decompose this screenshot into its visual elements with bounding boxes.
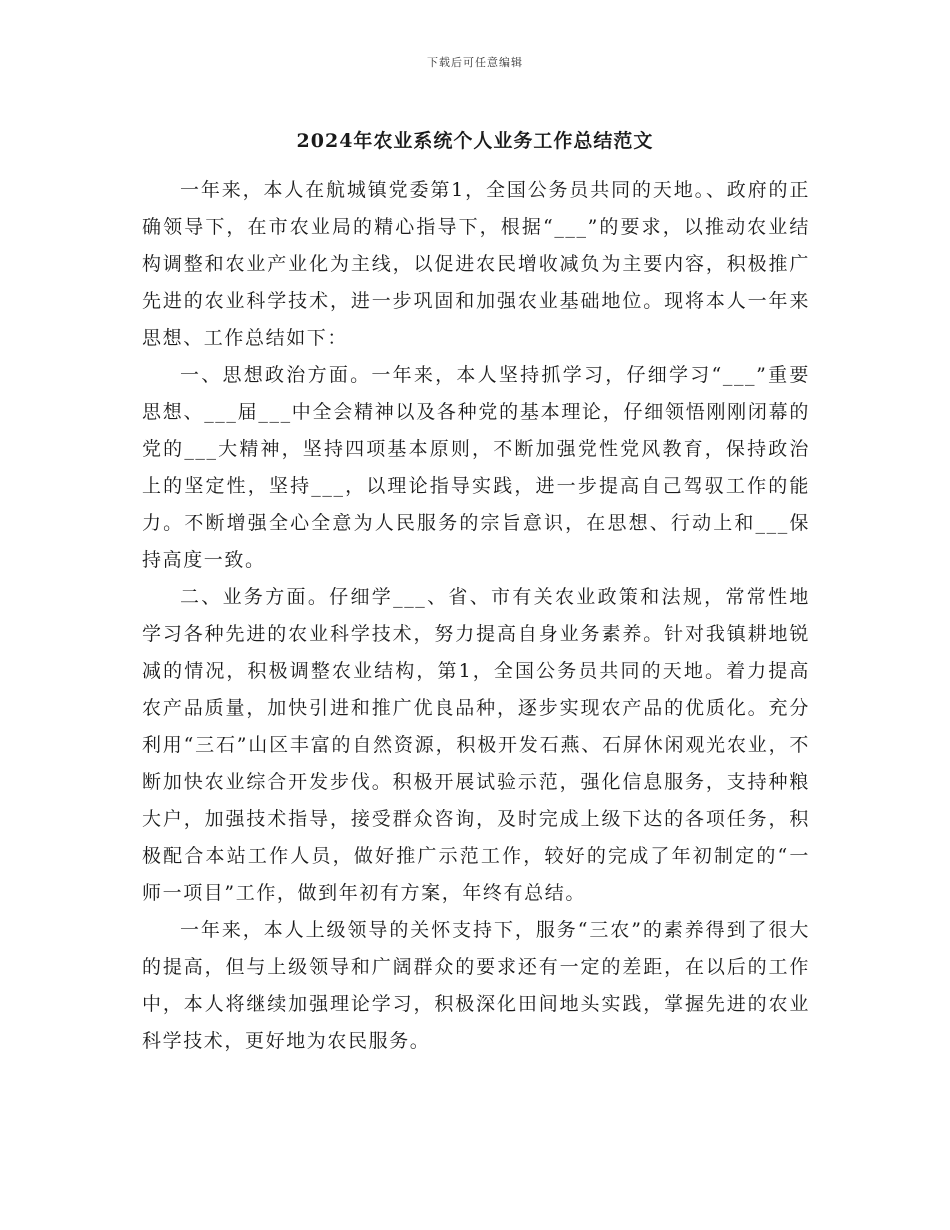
paragraph-conclusion: 一年来，本人上级领导的关怀支持下，服务“三农”的素养得到了很大的提高，但与上级领导和广阔群众的要求还有一定的差距，在以后的工作中，本人将继续加强理论学习，积极深化田间地头实践，掌握先进的农业科学技术，更好地为农民服务。 xyxy=(142,919,810,1052)
paragraph-business: 二、业务方面。仔细学___、省、市有关农业政策和法规，常常性地学习各种先进的农业科学技术，努力提高自身业务素养。针对我镇耕地锐减的情况，积极调整农业结构，第1，全国公务员共同的天地。着力提高农产品质量，加快引进和推广优良品种，逐步实现农产品的优质化。充分利用“三石”山区丰富的自然资源，积极开发石燕、石屏休闲观光农业，不断加快农业综合开发步伐。积极开展试验示范，强化信息服务，支持种粮大户，加强技术指导，接受群众咨询，及时完成上级下达的各项任务，积极配合本站工作人员，做好推广示范工作，较好的完成了年初制定的“一师一项目”工作，做到年初有方案，年终有总结。 xyxy=(142,586,810,904)
header-note: 下载后可任意编辑 xyxy=(427,56,523,69)
paragraph-intro: 一年来，本人在航城镇党委第1，全国公务员共同的天地。、政府的正确领导下，在市农业局的精心指导下，根据“___”的要求，以推动农业结构调整和农业产业化为主线，以促进农民增收减负为主要内容，积极推广先进的农业科学技术，进一步巩固和加强农业基础地位。现将本人一年来思想、工作总结如下： xyxy=(142,179,810,349)
paragraph-political: 一、思想政治方面。一年来，本人坚持抓学习，仔细学习“___”重要思想、___届___中全会精神以及各种党的基本理论，仔细领悟刚刚闭幕的党的___大精神，坚持四项基本原则，不断加强党性党风教育，保持政治上的坚定性，坚持___，以理论指导实践，进一步提高自己驾驭工作的能力。不断增强全心全意为人民服务的宗旨意识，在思想、行动上和___保持高度一致。 xyxy=(142,364,810,571)
document-body xyxy=(142,172,810,1060)
document-title: 2024年农业系统个人业务工作总结范文 xyxy=(296,130,654,152)
